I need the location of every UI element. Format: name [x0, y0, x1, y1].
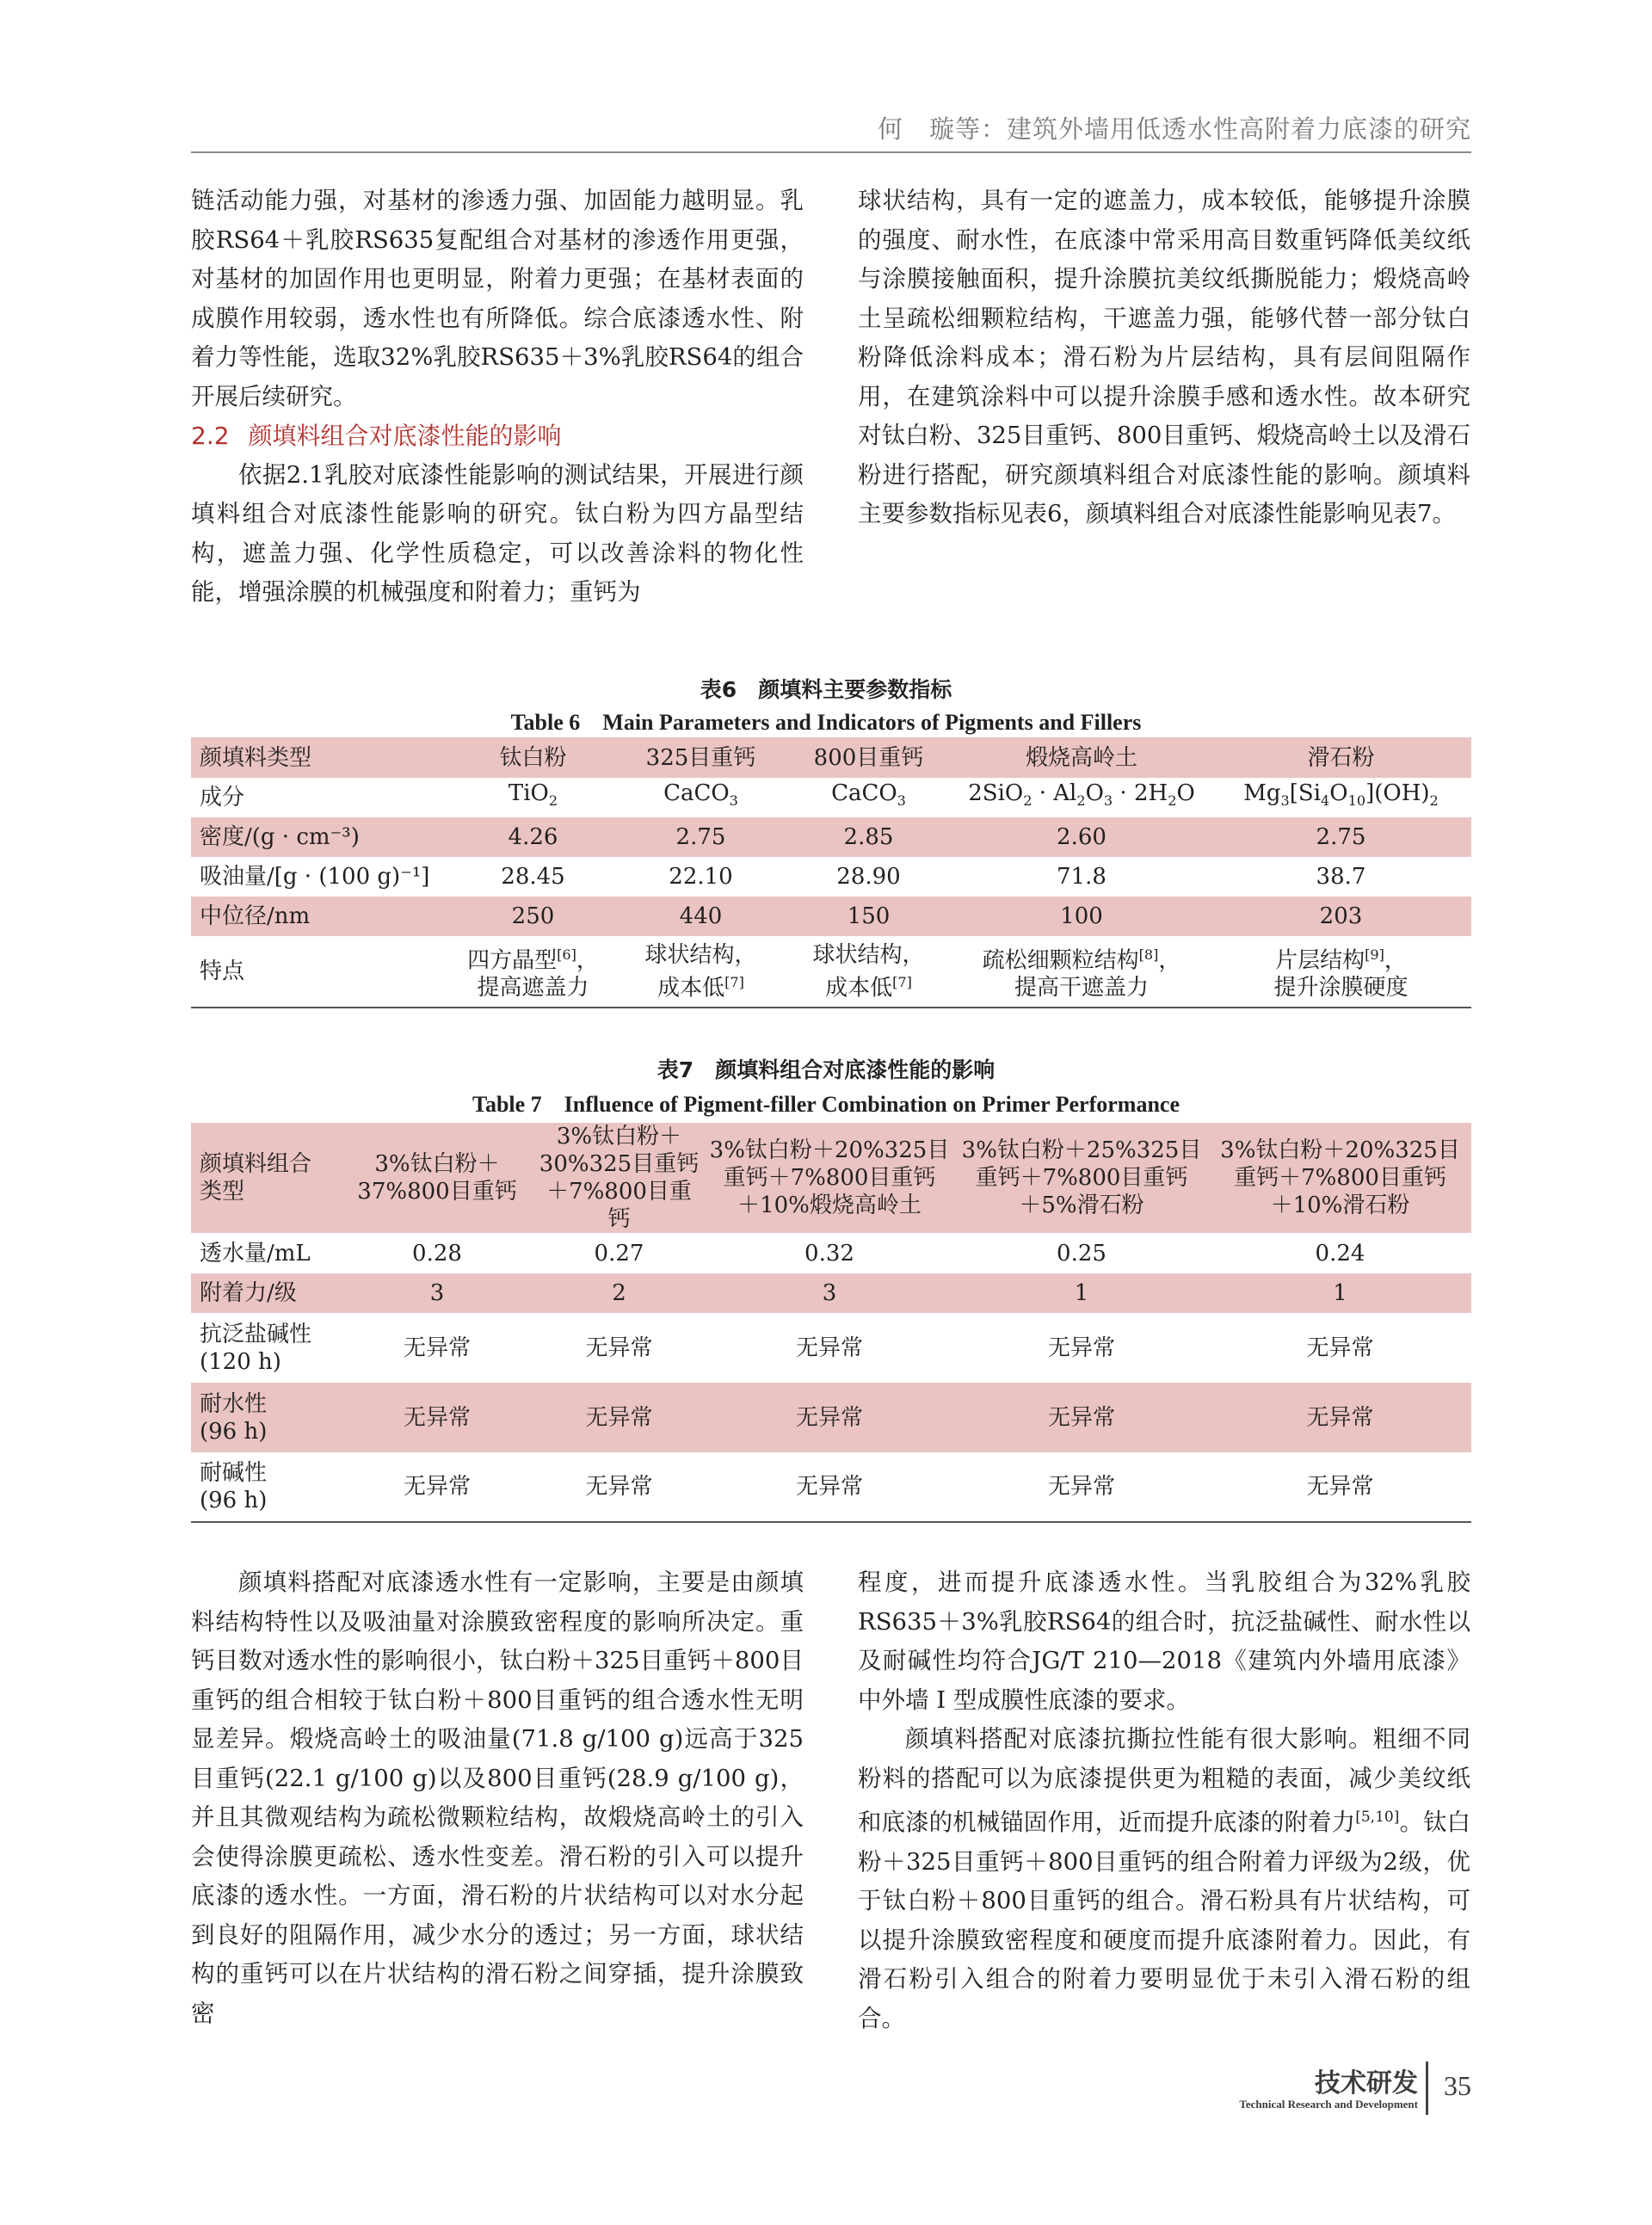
table-cell: 28.45 — [501, 864, 565, 890]
table7-caption-cn: 表7 颜填料组合对底漆性能的影响 — [656, 1057, 996, 1082]
page-number: 35 — [1444, 2070, 1471, 2101]
table7-header-cell: 3%钛白粉＋ 30%325目重钙 ＋7%800目重钙 — [539, 1124, 700, 1232]
table-cell: 100 — [1060, 903, 1103, 929]
table7-row — [191, 1452, 1471, 1522]
table-cell: 无异常 — [403, 1334, 471, 1361]
table6-row-median-size — [191, 897, 1471, 936]
table6-header-cell: 颜填料类型 — [200, 744, 312, 771]
table6-row-composition — [191, 778, 1471, 817]
table-cell: 无异常 — [341, 1452, 533, 1522]
table-cell: $Mg_3[Si_4O_{10}](OH)_2$ — [1243, 780, 1439, 810]
top-left-column — [191, 182, 804, 613]
table-cell: 71.8 — [1057, 864, 1106, 890]
table-cell: $2SiO_2 \cdot Al_2O_3 \cdot 2H_2O$ — [968, 780, 1195, 810]
table-cell: 疏松细颗粒结构[8]， 提高干遮盖力 — [952, 936, 1211, 1008]
table7-row — [191, 1273, 1471, 1313]
table-cell: 440 — [679, 903, 723, 929]
table6-row-oil-absorption — [191, 857, 1471, 897]
table-cell: 22.10 — [669, 864, 733, 890]
table7-header-cell: 颜填料组合 类型 — [200, 1151, 312, 1205]
paragraph: 链活动能力强，对基材的渗透力强、加固能力越明显。乳胶RS64＋乳胶RS635复配组合对基材的渗透作用更强，对基材的加固作用也更明显，附着力更强；在基材表面的成膜作用较弱，透水性也有所降低。综合底漆透水性、附着力等性能，选取32%乳胶RS635＋3%乳胶RS64的组合开展后续研究。 — [191, 187, 804, 410]
table7-header-cell: 3%钛白粉＋20%325目 重钙＋7%800目重钙 ＋10%滑石粉 — [1220, 1137, 1460, 1218]
bottom-right-column — [858, 1563, 1470, 2038]
table-cell: 无异常 — [403, 1404, 471, 1431]
table7-header-cell: 3%钛白粉＋ 37%800目重钙 — [357, 1151, 517, 1205]
table-cell: 3 — [822, 1280, 837, 1306]
table-cell: 28.90 — [836, 864, 901, 890]
top-right-column — [858, 182, 1470, 534]
table6-caption-en: Table 6 Main Parameters and Indicators of Pigments and Fillers — [510, 710, 1142, 735]
table6 — [191, 737, 1471, 1008]
table-cell: 38.7 — [1316, 864, 1366, 890]
row-label: 密度/(g · cm⁻³) — [200, 824, 360, 850]
table-cell: 2.75 — [675, 824, 726, 850]
table6-header-cell: 800目重钙 — [813, 744, 924, 771]
table-cell: 四方晶型[6]， 提高遮盖力 — [449, 936, 617, 1008]
row-label: 耐水性 (96 h) — [200, 1390, 268, 1445]
row-label: 特点 — [191, 936, 449, 1008]
paragraph: 颜填料搭配对底漆透水性有一定影响，主要是由颜填料结构特性以及吸油量对涂膜致密程度的影响所决定。重钙目数对透水性的影响很小，钛白粉＋325目重钙＋800目重钙的组合相较于钛白粉＋800目重钙的组合透水性无明显差异。煅烧高岭土的吸油量(71.8 g/100 g)远高于325目重钙(22.1 g/100 g)以及800目重钙(28.9 g/100 g)，并且其微观结构为疏松微颗粒结构，故煅烧高岭土的引入会使得涂膜更疏松、透水性变差。滑石粉的引入可以提升底漆的透水性。一方面，滑石粉的片状结构可以对水分起到良好的阻隔作用，减少水分的透过；另一方面，球状结构的重钙可以在片状结构的滑石粉之间穿插，提升涂膜致密 — [191, 1569, 804, 2027]
table-cell: 2.85 — [843, 824, 894, 850]
table-cell: CaCO$_3$ — [663, 780, 738, 810]
table-cell: 无异常 — [795, 1404, 863, 1431]
table-cell: 3 — [429, 1280, 445, 1306]
footer-section-cn: 技术研发 — [1315, 2068, 1418, 2099]
table7-header-cell: 3%钛白粉＋25%325目 重钙＋7%800目重钙 ＋5%滑石粉 — [961, 1137, 1202, 1218]
table-cell: 2 — [612, 1280, 626, 1306]
paragraph: 球状结构，具有一定的遮盖力，成本较低，能够提升涂膜的强度、耐水性，在底漆中常采用高目数重钙降低美纹纸与涂膜接触面积，提升涂膜抗美纹纸撕脱能力；煅烧高岭土呈疏松细颗粒结构，干遮盖力强，能够代替一部分钛白粉降低涂料成本；滑石粉为片层结构，具有层间阻隔作用，在建筑涂料中可以提升涂膜手感和透水性。故本研究对钛白粉、325目重钙、800目重钙、煅烧高岭土以及滑石粉进行搭配，研究颜填料组合对底漆性能的影响。颜填料主要参数指标见表6，颜填料组合对底漆性能影响见表7。 — [858, 187, 1470, 527]
section-number: 2.2 — [191, 422, 230, 450]
table-cell: 无异常 — [1209, 1452, 1471, 1522]
table-cell: TiO$_2$ — [508, 780, 558, 810]
table-cell: 150 — [847, 903, 891, 929]
table-cell: 无异常 — [585, 1334, 653, 1361]
table-cell: 1 — [1074, 1280, 1089, 1306]
table-cell: 0.27 — [594, 1240, 644, 1267]
table-cell: 片层结构[9]， 提升涂膜硬度 — [1211, 936, 1471, 1008]
table-cell: 无异常 — [1047, 1334, 1115, 1361]
paragraph: 依据2.1乳胶对底漆性能影响的测试结果，开展进行颜填料组合对底漆性能影响的研究。钛白粉为四方晶型结构，遮盖力强、化学性质稳定，可以改善涂料的物化性能，增强涂膜的机械强度和附着力；重钙为 — [191, 460, 804, 606]
table-cell: 无异常 — [1306, 1404, 1374, 1431]
table6-header-cell: 325目重钙 — [645, 744, 756, 771]
row-label: 透水量/mL — [200, 1240, 311, 1267]
table-cell: 无异常 — [795, 1334, 863, 1361]
row-label: 成分 — [200, 785, 245, 810]
table-cell: 球状结构， 成本低[7] — [785, 936, 952, 1008]
table6-header-row — [191, 737, 1471, 778]
row-label: 中位径/nm — [200, 903, 311, 929]
table6-header-cell: 钛白粉 — [499, 744, 567, 771]
section-heading — [191, 416, 804, 456]
table-cell: 无异常 — [533, 1452, 705, 1522]
paragraph: 颜填料搭配对底漆抗撕拉性能有很大影响。粗细不同粉料的搭配可以为底漆提供更为粗糙的表面，减少美纹纸和底漆的机械锚固作用，近而提升底漆的附着力[5,10]。钛白粉＋325目重钙＋800目重钙的组合附着力评级为2级，优于钛白粉＋800目重钙的组合。滑石粉具有片状结构，可以提升涂膜致密程度和硬度而提升底漆附着力。因此，有滑石粉引入组合的附着力要明显优于未引入滑石粉的组合。 — [858, 1725, 1471, 2032]
footer-section-en: Technical Research and Development — [1239, 2098, 1418, 2111]
table7 — [191, 1123, 1471, 1523]
table-cell: 0.24 — [1315, 1240, 1365, 1267]
table-cell: 0.28 — [412, 1240, 462, 1267]
header-rule — [191, 151, 1471, 153]
table-cell: 2.60 — [1057, 824, 1106, 850]
table-cell: CaCO$_3$ — [831, 780, 906, 810]
table-cell: 无异常 — [585, 1404, 653, 1431]
paragraph: 程度，进而提升底漆透水性。当乳胶组合为32%乳胶RS635＋3%乳胶RS64的组合时，抗泛盐碱性、耐水性以及耐碱性均符合JG/T 210—2018《建筑内外墙用底漆》中外墙 I 型成膜性底漆的要求。 — [858, 1569, 1470, 1714]
table7-header-cell: 3%钛白粉＋20%325目 重钙＋7%800目重钙 ＋10%煅烧高岭土 — [709, 1137, 950, 1218]
table-cell: 2.75 — [1316, 824, 1366, 850]
table-cell: 无异常 — [954, 1452, 1209, 1522]
table-cell: 球状结构， 成本低[7] — [617, 936, 785, 1008]
table-cell: 0.32 — [804, 1240, 854, 1267]
table7-row — [191, 1383, 1471, 1452]
table6-header-cell: 滑石粉 — [1307, 744, 1375, 771]
table7-header-row — [191, 1123, 1471, 1233]
table-cell: 无异常 — [705, 1452, 954, 1522]
table-cell: 203 — [1319, 903, 1363, 929]
table7-row — [191, 1313, 1471, 1383]
table6-row-features — [191, 936, 1471, 1008]
bottom-left-column — [191, 1563, 804, 2033]
row-label: 耐碱性 (96 h) — [191, 1452, 341, 1522]
row-label: 附着力/级 — [200, 1280, 297, 1306]
table7-row — [191, 1233, 1471, 1273]
row-label: 吸油量/[g · (100 g)⁻¹] — [200, 864, 430, 890]
footer-divider — [1426, 2062, 1428, 2115]
citation: [5,10] — [1355, 1809, 1400, 1826]
table-cell: 4.26 — [508, 824, 558, 850]
table-cell: 1 — [1333, 1280, 1347, 1306]
table6-row-density — [191, 817, 1471, 857]
running-header — [191, 110, 1471, 148]
table7-caption-en: Table 7 Influence of Pigment-filler Combination on Primer Performance — [472, 1092, 1180, 1117]
row-label: 抗泛盐碱性 (120 h) — [200, 1321, 312, 1375]
table-cell: 0.25 — [1057, 1240, 1106, 1267]
page-footer — [1110, 2062, 1471, 2139]
table6-caption-cn: 表6 颜填料主要参数指标 — [700, 677, 952, 702]
table-cell: 无异常 — [1047, 1404, 1115, 1431]
running-title: 何 璇等：建筑外墙用低透水性高附着力底漆的研究 — [877, 114, 1471, 144]
table-cell: 250 — [511, 903, 555, 929]
table-cell: 无异常 — [1306, 1334, 1374, 1361]
section-title: 颜填料组合对底漆性能的影响 — [248, 422, 562, 450]
table6-header-cell: 煅烧高岭土 — [1025, 744, 1137, 771]
